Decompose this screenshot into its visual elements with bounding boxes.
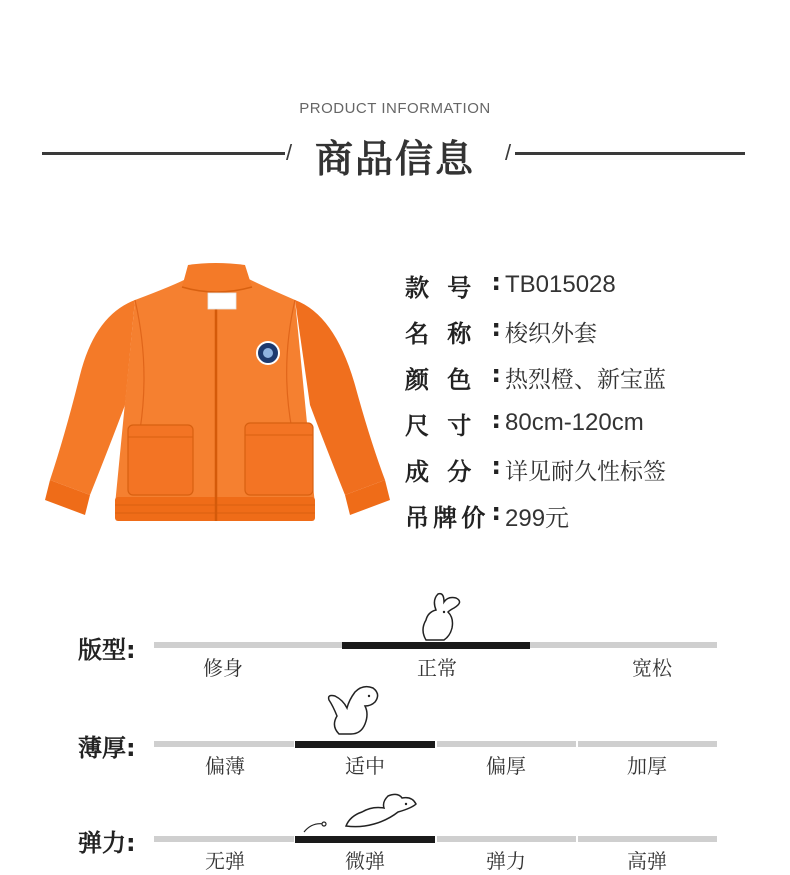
spec-row-composition: 成 分 : 详见耐久性标签	[405, 451, 666, 486]
product-image	[40, 255, 392, 530]
thickness-option-extra-thick: 加厚	[627, 754, 667, 778]
header-divider-right	[515, 152, 745, 155]
header-slash-left: /	[286, 140, 293, 165]
header-title-en: PRODUCT INFORMATION	[299, 100, 491, 117]
spec-row-name: 名 称 : 梭织外套	[405, 313, 597, 348]
spec-row-style-number: 款 号 : TB015028	[405, 267, 616, 302]
spec-value-price: 299元	[505, 504, 570, 532]
fit-option-slim: 修身	[203, 656, 243, 680]
thickness-option-medium: 适中	[345, 754, 385, 778]
orange-bomber-jacket-icon	[40, 255, 392, 530]
elasticity-option-high: 高弹	[627, 849, 667, 873]
header-title-cn: 商品信息	[314, 137, 475, 181]
spec-value-style-number: TB015028	[505, 271, 616, 298]
spec-row-size: 尺 寸 : 80cm-120cm	[405, 405, 644, 440]
fit-option-loose: 宽松	[632, 656, 672, 680]
thickness-scale-label: 薄厚:	[78, 734, 136, 762]
spec-value-color: 热烈橙、新宝蓝	[505, 366, 666, 393]
elasticity-scale-track	[154, 836, 717, 842]
elasticity-scale-label: 弹力:	[78, 829, 136, 857]
fit-scale-track	[154, 642, 717, 648]
fit-option-normal: 正常	[417, 656, 457, 680]
fit-scale-selected-segment	[342, 642, 530, 649]
product-specs	[405, 262, 775, 538]
thickness-option-thick: 偏厚	[486, 754, 526, 778]
spec-value-name: 梭织外套	[505, 320, 597, 347]
thickness-scale-track	[154, 741, 717, 747]
rabbit-leaping-icon	[302, 790, 422, 836]
fit-scale-label: 版型:	[78, 636, 136, 664]
elasticity-option-elastic: 弹力	[486, 849, 526, 873]
spec-value-size: 80cm-120cm	[505, 409, 644, 436]
elasticity-scale-selected-segment	[295, 836, 435, 843]
header-slash-right: /	[505, 140, 512, 165]
spec-row-price: 吊 牌 价 : 299元	[405, 497, 570, 532]
elasticity-option-none: 无弹	[205, 849, 245, 873]
spec-row-color: 颜 色 : 热烈橙、新宝蓝	[405, 359, 666, 394]
spec-value-composition: 详见耐久性标签	[505, 458, 666, 485]
thickness-scale-selected-segment	[295, 741, 435, 748]
thickness-option-thin: 偏薄	[205, 754, 245, 778]
rabbit-hopping-icon	[325, 680, 385, 740]
elasticity-option-slight: 微弹	[345, 849, 385, 873]
rabbit-sitting-icon	[414, 590, 466, 642]
